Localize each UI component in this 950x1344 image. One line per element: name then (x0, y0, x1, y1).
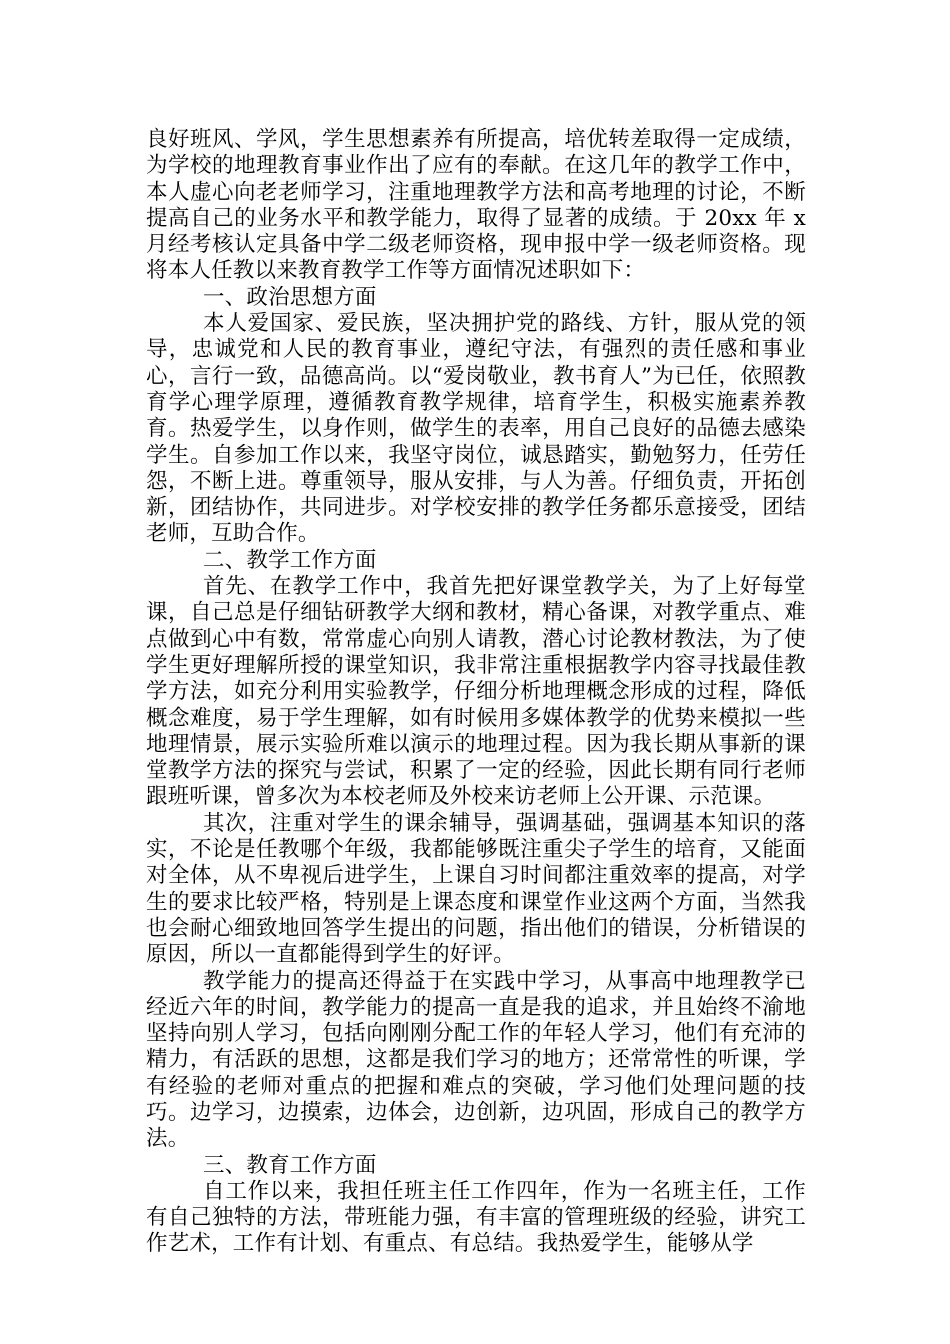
teaching-paragraph-1: 首先、在教学工作中，我首先把好课堂教学关，为了上好每堂课，自己总是仔细钻研教学大纲和教材，精心备课，对教学重点、难点做到心中有数，常常虚心向别人请教，潜心讨论教材教法，为了使学生更好理解所授的课堂知识，我非常注重根据教学内容寻找最佳教学方法，如充分利用实验教学，仔细分析地理概念形成的过程，降低概念难度，易于学生理解，如有时候用多媒体教学的优势来模拟一些地理情景，展示实验所难以演示的地理过程。因为我长期从事新的课堂教学方法的探究与尝试，积累了一定的经验，因此长期有同行老师跟班听课，曾多次为本校老师及外校来访老师上公开课、示范课。 (146, 574, 806, 810)
section-heading-education: 三、教育工作方面 (202, 1152, 377, 1178)
intro-paragraph: 良好班风、学风，学生思想素养有所提高，培优转差取得一定成绩，为学校的地理教育事业作出了应有的奉献。在这几年的教学工作中，本人虚心向老老师学习，注重地理教学方法和高考地理的讨论，不断提高自己的业务水平和教学能力，取得了显著的成绩。于 20xx 年 x 月经考核认定具备中学二级老师资格，现申报中学一级老师资格。现将本人任教以来教育教学工作等方面情况述职如下： (146, 127, 806, 284)
section-heading-politics: 一、政治思想方面 (202, 284, 377, 310)
teaching-paragraph-2: 其次，注重对学生的课余辅导，强调基础，强调基本知识的落实，不论是任教哪个年级，我都能够既注重尖子学生的培育，又能面对全体，从不卑视后进学生，上课自习时间都注重效率的提高，对学生的要求比较严格，特别是上课态度和课堂作业这两个方面，当然我也会耐心细致地回答学生提出的问题，指出他们的错误，分析错误的原因，所以一直都能得到学生的好评。 (146, 810, 806, 968)
politics-paragraph: 本人爱国家、爱民族，坚决拥护党的路线、方针，服从党的领导，忠诚党和人民的教育事业，遵纪守法，有强烈的责任感和事业心，言行一致，品德高尚。以“爱岗敬业，教书育人”为已任，依照教育学心理学原理，遵循教育教学规律，培育学生，积极实施素养教育。热爱学生，以身作则，做学生的表率，用自己良好的品德去感染学生。自参加工作以来，我坚守岗位，诚恳踏实，勤勉努力，任劳任怨，不断上进。尊重领导，服从安排，与人为善。仔细负责，开拓创新，团结协作，共同进步。对学校安排的教学任务都乐意接受，团结老师，互助合作。 (146, 311, 806, 547)
section-heading-teaching: 二、教学工作方面 (202, 547, 377, 573)
document-page (146, 127, 806, 1258)
teaching-paragraph-3: 教学能力的提高还得益于在实践中学习，从事高中地理教学已经近六年的时间，教学能力的提高一直是我的追求，并且始终不渝地坚持向别人学习，包括向刚刚分配工作的年轻人学习，他们有充沛的精力，有活跃的思想，这都是我们学习的地方；还常常性的听课，学有经验的老师对重点的把握和难点的突破，学习他们处理问题的技巧。边学习，边摸索，边体会，边创新，边巩固，形成自己的教学方法。 (146, 968, 806, 1152)
education-paragraph: 自工作以来，我担任班主任工作四年，作为一名班主任，工作有自己独特的方法，带班能力强，有丰富的管理班级的经验，讲究工作艺术，工作有计划、有重点、有总结。我热爱学生，能够从学 (146, 1178, 806, 1257)
